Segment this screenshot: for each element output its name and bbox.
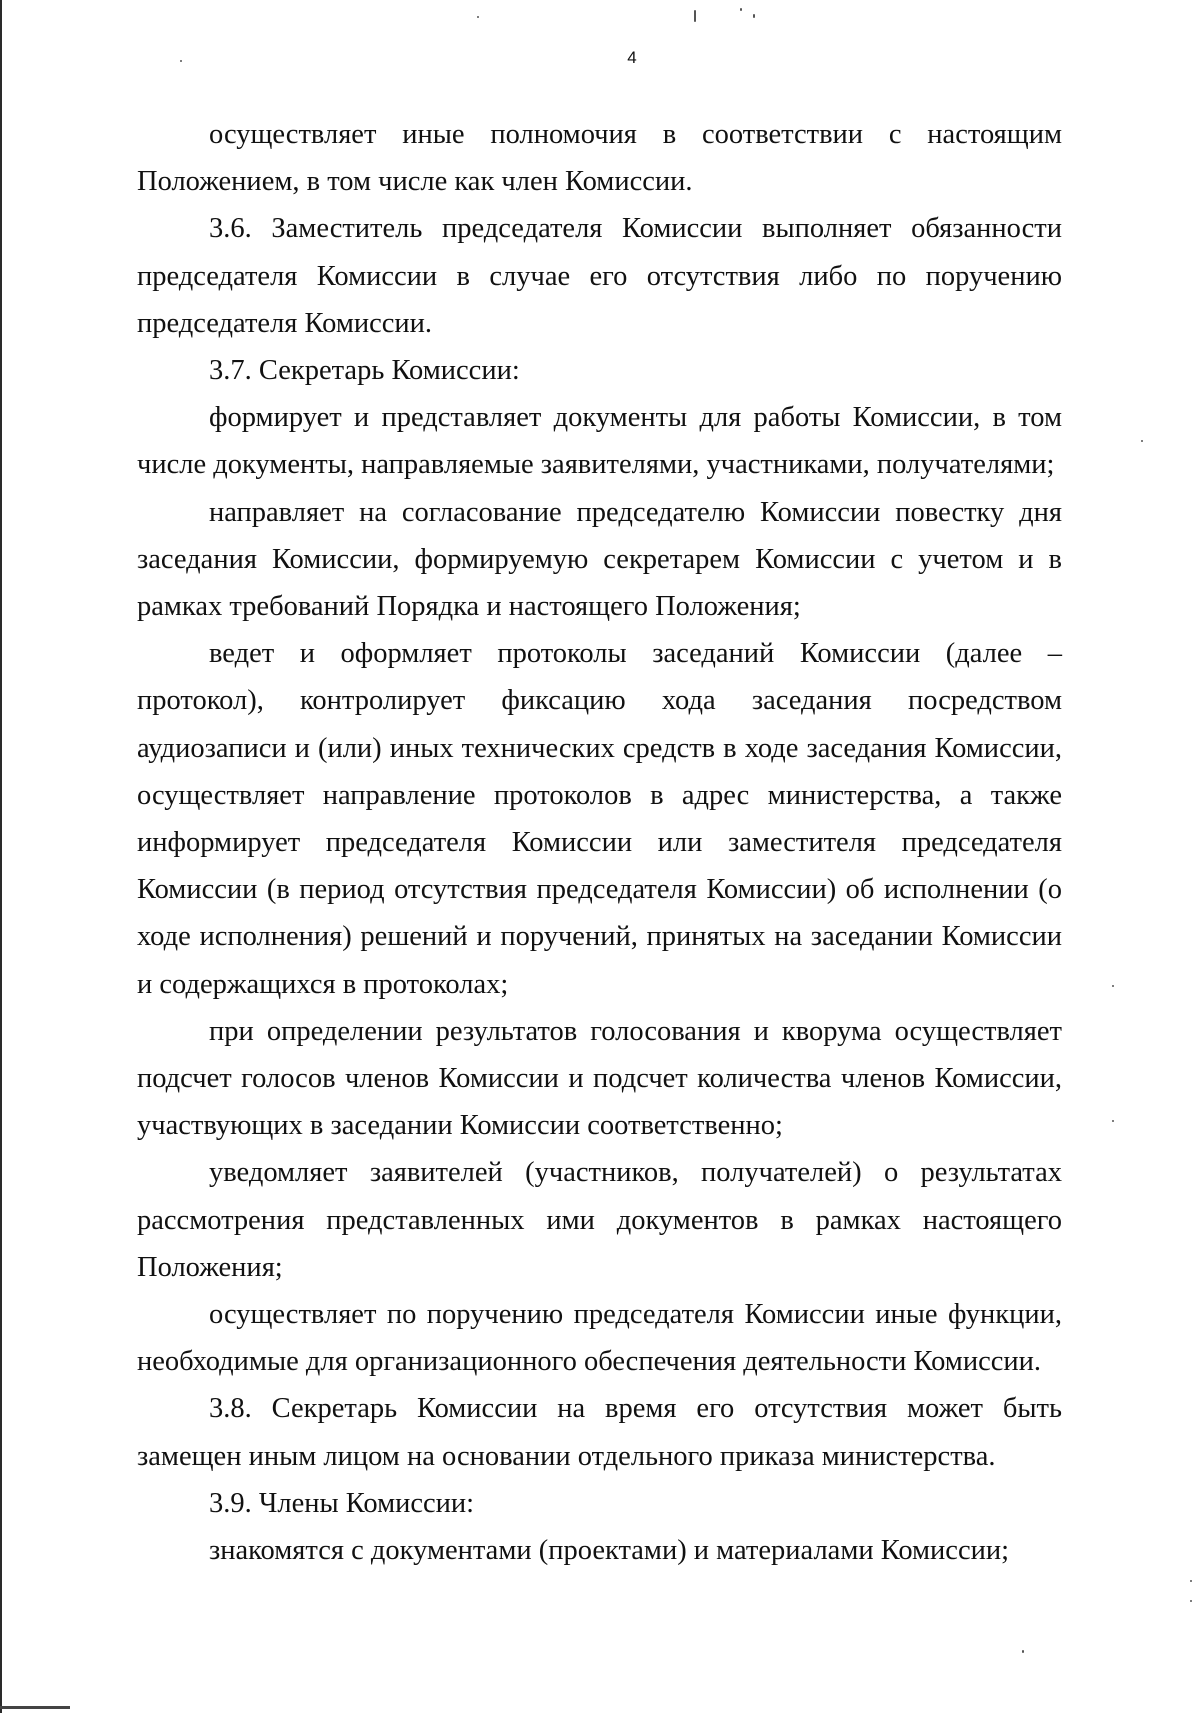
scan-speck [694,10,696,22]
paragraph-secretary-other: осуществляет по поручению председателя Комиссии иные функции, необходимые для организационного обеспечения деятельности Комиссии. [137,1299,1062,1378]
scan-speck [1141,440,1143,442]
paragraph-continuation: осуществляет иные полномочия в соответствии с настоящим Положением, в том числе как член Комиссии. [137,119,1062,198]
paragraph-secretary-protocols: ведет и оформляет протоколы заседаний Комиссии (далее – протокол), контролирует фиксацию хода заседания посредством аудиозаписи и (или) иных технических средств в ходе заседания Комиссии, осуществляет направление протоколов в адрес министерства, а также информирует председателя Комиссии или заместителя председателя Комиссии (в период отсутствия председателя Комиссии) об исполнении (о ходе исполнения) решений и поручений, принятых на заседании Комиссии и содержащихся в протоколах; [137,638,1062,1000]
paragraph-secretary-documents: формирует и представляет документы для работы Комиссии, в том числе документы, направляемые заявителями, участниками, получателями; [137,402,1062,481]
paragraph-3-8: 3.8. Секретарь Комиссии на время его отсутствия может быть замещен иным лицом на основании отдельного приказа министерства. [137,1393,1062,1472]
scan-speck [1190,1600,1192,1602]
scan-speck [1112,1120,1114,1122]
scan-speck [753,14,755,18]
paragraph-3-9-heading: 3.9. Члены Комиссии: [209,1487,475,1519]
scan-speck [477,16,479,18]
scan-speck [1112,985,1114,987]
scan-bottom-mark [0,1706,70,1709]
document-body [137,111,1062,1574]
scan-speck [1190,1580,1192,1582]
scan-speck [180,60,182,62]
scan-speck [1022,1650,1024,1653]
paragraph-secretary-agenda: направляет на согласование председателю Комиссии повестку дня заседания Комиссии, формируемую секретарем Комиссии с учетом и в рамках требований Порядка и настоящего Положения; [137,496,1062,623]
paragraph-3-7-heading: 3.7. Секретарь Комиссии: [209,355,520,387]
scan-speck [740,8,742,11]
paragraph-secretary-notify: уведомляет заявителей (участников, получателей) о результатах рассмотрения представленных ими документов в рамках настоящего Положения; [137,1157,1062,1283]
paragraph-secretary-voting: при определении результатов голосования и кворума осуществляет подсчет голосов членов Комиссии и подсчет количества членов Комиссии, участвующих в заседании Комиссии соответственно; [137,1015,1062,1142]
page-number: 4 [627,48,637,67]
scan-left-edge [0,0,2,1713]
paragraph-3-6: 3.6. Заместитель председателя Комиссии выполняет обязанности председателя Комиссии в случае его отсутствия либо по поручению председателя Комиссии. [137,213,1062,339]
paragraph-members-review: знакомятся с документами (проектами) и материалами Комиссии; [209,1535,1010,1567]
